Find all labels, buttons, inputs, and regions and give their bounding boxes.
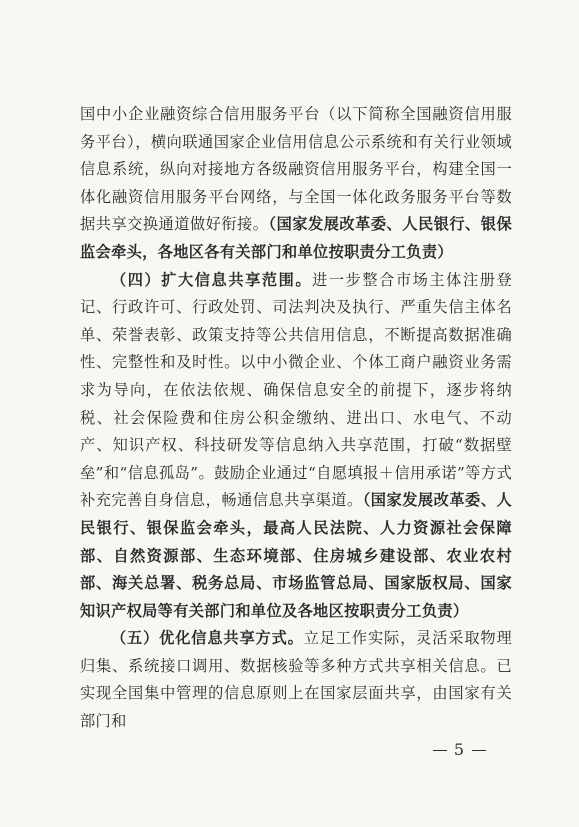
- paragraph-p2: [80, 267, 512, 626]
- page-number: [426, 740, 493, 759]
- page-number-dash-left: [433, 750, 447, 751]
- bold-text-segment: （国家发展改革委、人民银行、银保监会牵头，各地区各有关部门和单位按职责分工负责）: [80, 215, 513, 261]
- text-segment: 国中小企业融资综合信用服务平台（以下简称全国融资信用服务平台），横向联通国家企业信用信息公示系统和有关行业领域信息系统，纵向对接地方各级融资信用服务平台，构建全国一体化融资信用服务平台网络，与全国一体化政务服务平台等数据共享交换通道做好衔接。: [80, 105, 512, 234]
- document-body: [80, 101, 512, 736]
- bold-text-segment: （四）扩大信息共享范围。: [111, 270, 313, 289]
- page-number-dash-right: [472, 750, 486, 751]
- text-segment: 立足工作实际，灵活采取物理归集、系统接口调用、数据核验等多种方式共享相关信息。已实现全国集中管理的信息原则上在国家层面共享，由国家有关部门和: [80, 629, 512, 731]
- top-stamp-watermark: [245, 0, 325, 8]
- bold-text-segment: （五）优化信息共享方式。: [111, 629, 304, 648]
- paragraph-p3: [80, 625, 512, 735]
- bold-text-segment: （国家发展改革委、人民银行、银保监会牵头，最高人民法院、人力资源社会保障部、自然资源部、生态环境部、住房城乡建设部、农业农村部、海关总署、税务总局、市场监管总局、国家版权局、国家知识产权局等有关部门和单位及各地区按职责分工负责）: [80, 491, 512, 620]
- paragraph-p1: [80, 101, 512, 267]
- text-segment: 进一步整合市场主体注册登记、行政许可、行政处罚、司法判决及执行、严重失信主体名单、荣誉表彰、政策支持等公共信用信息，不断提高数据准确性、完整性和及时性。以中小微企业、个体工商户融资业务需求为导向，在依法依规、确保信息安全的前提下，逐步将纳税、社会保险费和住房公积金缴纳、进出口、水电气、不动产、知识产权、科技研发等信息纳入共享范围，打破“数据壁垒”和“信息孤岛”。鼓励企业通过“自愿填报＋信用承诺”等方式补充完善自身信息，畅通信息共享渠道。: [80, 270, 512, 510]
- page-number-value: 5: [453, 740, 465, 759]
